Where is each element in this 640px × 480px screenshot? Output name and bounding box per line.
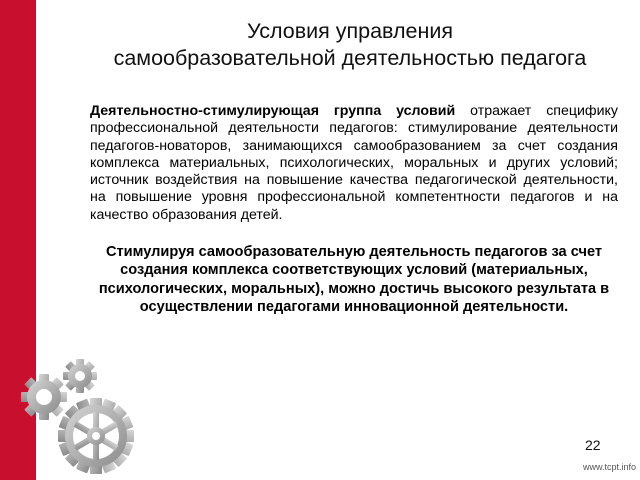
large-gear-icon xyxy=(58,398,134,474)
conclusion-paragraph: Стимулируя самообразовательную деятельность педагогов за счет создания комплекса соответствующих условий (материальных, психологических, моральных), можно достичь высокого результата в осуществлении педагогами инновационной деятельности. xyxy=(98,244,610,315)
slide-title-line-1: Условия управления xyxy=(246,19,454,43)
slide-title xyxy=(60,18,640,72)
medium-gear-icon xyxy=(21,374,67,420)
slide-content xyxy=(90,103,618,316)
page-number: 22 xyxy=(585,437,601,453)
paragraph-body: отражает специфику профессиональной деятельности педагогов: стимулирование деятельности педагогов-новаторов, занимающихся самообразованием за счет создания комплекса материальных, психологических, моральных и других условий; источник воздействия на повышение качества педагогической деятельности, на повышение уровня профессиональной компетентности педагогов и на качество образования детей. xyxy=(90,103,618,223)
gears-icon xyxy=(0,350,140,480)
description-paragraph xyxy=(90,103,618,224)
small-gear-icon xyxy=(63,359,97,393)
slide-title-line-2: самообразовательной деятельностью педагога xyxy=(113,46,587,70)
paragraph-bold-lead: Деятельностно-стимулирующая группа условий xyxy=(90,103,456,119)
watermark: www.tcpt.info xyxy=(583,462,637,472)
